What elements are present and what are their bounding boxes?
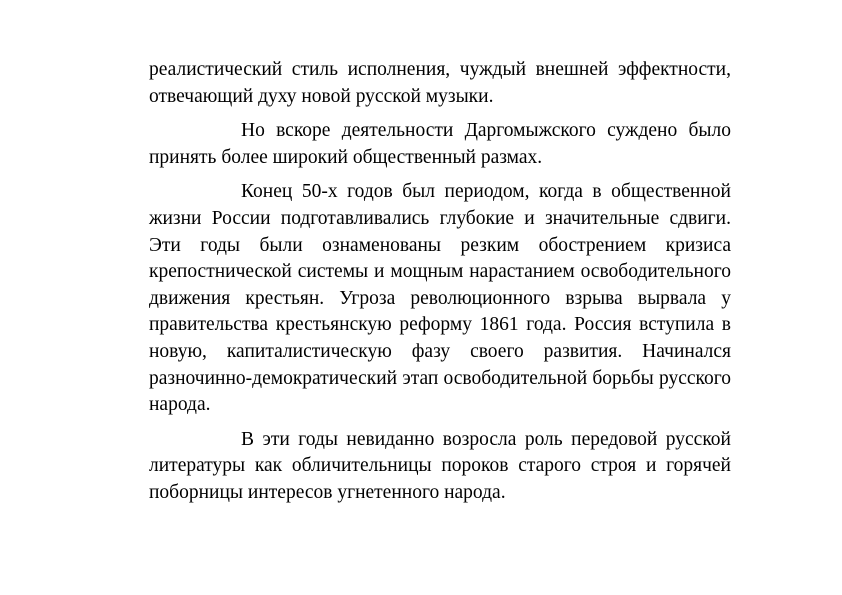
- document-text: [149, 57, 731, 507]
- paragraph-1: реалистический стиль исполнения, чуждый внешней эффектности, отвечающий духу новой русской музыки.: [149, 59, 731, 107]
- paragraph-2: Но вскоре деятельности Даргомыжского суждено было принять более широкий общественный размах.: [149, 120, 731, 168]
- paragraph-3: Конец 50-х годов был периодом, когда в общественной жизни России подготавливались глубокие и значительные сдвиги. Эти годы были ознаменованы резким обострением кризиса крепостнической системы и мощным нарастанием освободительного движения крестьян. Угроза революционного взрыва вырвала у правительства крестьянскую реформу 1861 года. Россия вступила в новую, капиталистическую фазу своего развития. Начинался разночинно-демократический этап освободительной борьбы русского народа.: [149, 181, 731, 416]
- paragraph-4: В эти годы невиданно возросла роль передовой русской литературы как обличительницы пороков старого строя и горячей поборницы интересов угнетенного народа.: [149, 428, 731, 503]
